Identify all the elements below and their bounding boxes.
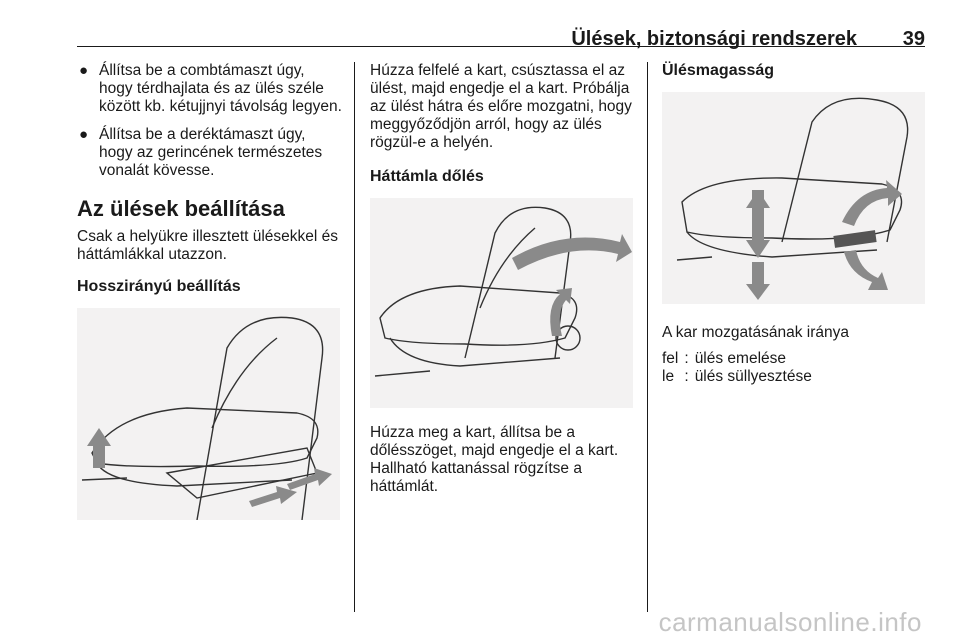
seat-illustration — [662, 92, 925, 304]
seat-height-illustration — [662, 92, 925, 304]
after-text: Húzza meg a kart, állítsa be a dőlésszöget, majd engedje el a kart. Hallható kattanással rögzítse a háttámlát. — [370, 424, 619, 495]
bullet-list — [77, 62, 342, 180]
backrest-recline-illustration — [370, 198, 633, 408]
subsection-title: Háttámla dőlés — [370, 168, 484, 185]
table-row — [662, 350, 818, 368]
seat-illustration — [77, 308, 340, 520]
list-item — [77, 62, 342, 116]
bullet-icon: ● — [79, 62, 89, 79]
legend-key: fel — [662, 350, 679, 367]
legend-table — [662, 350, 818, 386]
seat-illustration — [370, 198, 633, 408]
section-text: Csak a helyükre illesztett ülésekkel és háttámlákkal utazzon. — [77, 228, 339, 263]
arrow-shape — [842, 180, 902, 226]
lever-shape — [833, 230, 876, 248]
legend-value: ülés süllyesztése — [694, 368, 812, 385]
page-header — [77, 0, 925, 50]
bullet-text: Állítsa be a deréktámaszt úgy, hogy az gerincének természetes vonalát kövesse. — [99, 126, 323, 179]
seat-fore-aft-illustration — [77, 308, 340, 520]
column-divider — [647, 62, 648, 612]
subsection-title: Hosszirányú beállítás — [77, 278, 241, 295]
column-right — [662, 62, 926, 386]
list-item — [77, 126, 342, 180]
legend-sep: : — [684, 350, 689, 367]
bullet-text: Állítsa be a combtámaszt úgy, hogy térdhajlata és az ülés széle között kb. kétujjnyi távolság legyen. — [99, 62, 342, 115]
legend-value: ülés emelése — [694, 350, 787, 367]
watermark: carmanualsonline.info — [658, 607, 922, 637]
figure-caption: A kar mozgatásának iránya — [662, 324, 849, 341]
column-left — [77, 62, 342, 520]
page-number: 39 — [902, 28, 925, 50]
column-middle — [370, 62, 634, 496]
legend-sep: : — [684, 368, 689, 385]
arrow-shape — [844, 250, 888, 290]
intro-text: Húzza felfelé a kart, csúsztassa el az ülést, majd engedje el a kart. Próbálja az ülést hátra és előre mozgatni, hogy meggyőződjön arról, hogy az ülés rögzül-e a helyén. — [370, 62, 632, 151]
table-row — [662, 368, 818, 386]
legend-key: le — [662, 368, 675, 385]
header-title: Ülések, biztonsági rendszerek — [571, 28, 857, 50]
subsection-title: Ülésmagasság — [662, 62, 775, 79]
column-divider — [354, 62, 355, 612]
section-title: Az ülések beállítása — [77, 196, 285, 221]
bullet-icon: ● — [79, 126, 89, 143]
